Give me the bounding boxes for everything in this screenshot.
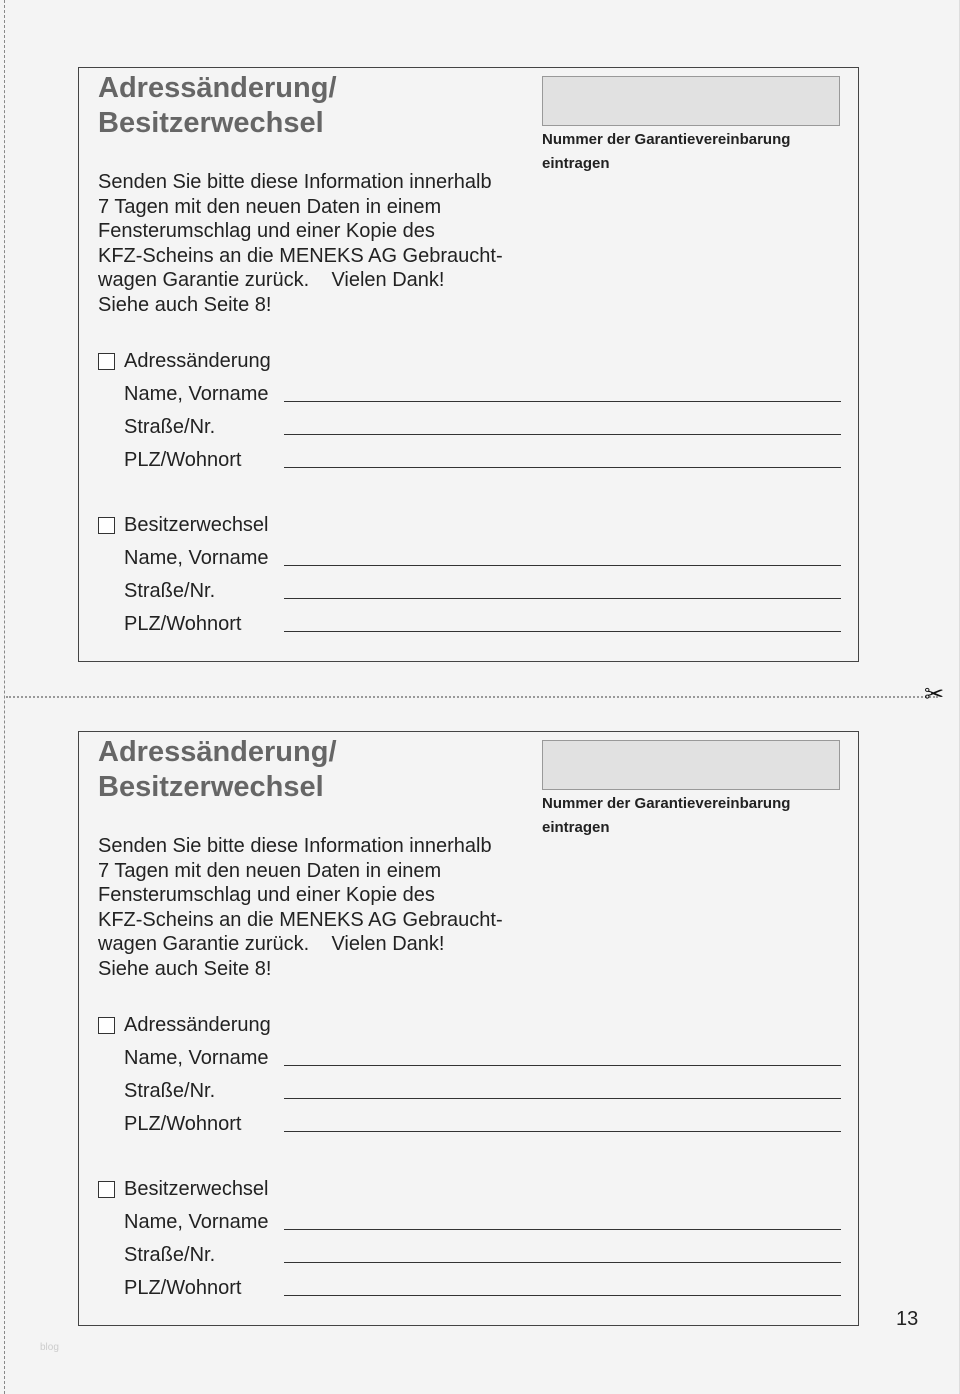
form-title-line: Besitzerwechsel: [98, 771, 324, 803]
section-checkbox[interactable]: [98, 1013, 271, 1037]
field-input-line[interactable]: [284, 453, 841, 468]
checkbox[interactable]: [98, 517, 115, 534]
field-label: Name, Vorname: [124, 1047, 269, 1069]
field-label: Name, Vorname: [124, 1211, 269, 1233]
field-label: Name, Vorname: [124, 383, 269, 405]
field-label: Straße/Nr.: [124, 1244, 216, 1266]
guarantee-number-field[interactable]: [542, 76, 840, 126]
section-checkbox[interactable]: [98, 513, 269, 537]
form-title-line: Adressänderung/: [98, 72, 337, 104]
checkbox-label: Besitzerwechsel: [124, 1178, 269, 1200]
instruction-line: Siehe auch Seite 8!: [98, 293, 272, 316]
field-input-line[interactable]: [284, 1084, 841, 1099]
checkbox-label: Adressänderung: [124, 350, 271, 372]
instruction-line: wagen Garantie zurück. Vielen Dank!: [98, 933, 445, 956]
instructions: [98, 170, 538, 318]
horizontal-cut-line: [6, 696, 938, 698]
field-input-line[interactable]: [284, 420, 841, 435]
checkbox[interactable]: [98, 1181, 115, 1198]
guarantee-number-label: [542, 128, 790, 175]
form-title-line: Besitzerwechsel: [98, 107, 324, 139]
field-label: PLZ/Wohnort: [124, 1113, 242, 1135]
instructions: [98, 834, 538, 982]
field-input-line[interactable]: [284, 551, 841, 566]
field-label: Straße/Nr.: [124, 1080, 216, 1102]
instruction-line: KFZ-Scheins an die MENEKS AG Gebraucht-: [98, 244, 503, 267]
watermark: blog: [40, 1342, 59, 1353]
field-input-line[interactable]: [284, 1117, 841, 1132]
field-label: PLZ/Wohnort: [124, 1277, 242, 1299]
field-input-line[interactable]: [284, 1248, 841, 1263]
page-number: 13: [896, 1308, 919, 1330]
checkbox-label: Besitzerwechsel: [124, 514, 269, 536]
field-label: PLZ/Wohnort: [124, 449, 242, 471]
instruction-line: wagen Garantie zurück. Vielen Dank!: [98, 269, 445, 292]
field-input-line[interactable]: [284, 584, 841, 599]
field-label: Straße/Nr.: [124, 580, 216, 602]
checkbox-label: Adressänderung: [124, 1014, 271, 1036]
field-label: PLZ/Wohnort: [124, 613, 242, 635]
guarantee-number-field[interactable]: [542, 740, 840, 790]
form-title: [98, 735, 337, 805]
form-title-line: Adressänderung/: [98, 736, 337, 768]
section-checkbox[interactable]: [98, 1177, 269, 1201]
checkbox[interactable]: [98, 1017, 115, 1034]
checkbox[interactable]: [98, 353, 115, 370]
guarantee-label-line: eintragen: [542, 154, 610, 172]
instruction-line: Senden Sie bitte diese Information innerhalb: [98, 835, 492, 857]
vertical-cut-line: [4, 0, 5, 1394]
instruction-line: 7 Tagen mit den neuen Daten in einem: [98, 859, 442, 882]
field-label: Name, Vorname: [124, 547, 269, 569]
field-input-line[interactable]: [284, 1281, 841, 1296]
field-input-line[interactable]: [284, 1215, 841, 1230]
field-label: Straße/Nr.: [124, 416, 216, 438]
form-card: [78, 67, 859, 662]
instruction-line: KFZ-Scheins an die MENEKS AG Gebraucht-: [98, 908, 503, 931]
form-title: [98, 71, 337, 141]
guarantee-label-line: eintragen: [542, 818, 610, 836]
instruction-line: Senden Sie bitte diese Information innerhalb: [98, 171, 492, 193]
form-card: [78, 731, 859, 1326]
instruction-line: Fensterumschlag und einer Kopie des: [98, 220, 435, 243]
instruction-line: Siehe auch Seite 8!: [98, 957, 272, 980]
guarantee-label-line: Nummer der Garantievereinbarung: [542, 795, 791, 812]
field-input-line[interactable]: [284, 617, 841, 632]
guarantee-number-label: [542, 792, 790, 839]
guarantee-label-line: Nummer der Garantievereinbarung: [542, 131, 791, 148]
instruction-line: 7 Tagen mit den neuen Daten in einem: [98, 195, 442, 218]
instruction-line: Fensterumschlag und einer Kopie des: [98, 884, 435, 907]
section-checkbox[interactable]: [98, 349, 271, 373]
field-input-line[interactable]: [284, 1051, 841, 1066]
field-input-line[interactable]: [284, 387, 841, 402]
scissors-icon: ✂: [924, 681, 945, 708]
